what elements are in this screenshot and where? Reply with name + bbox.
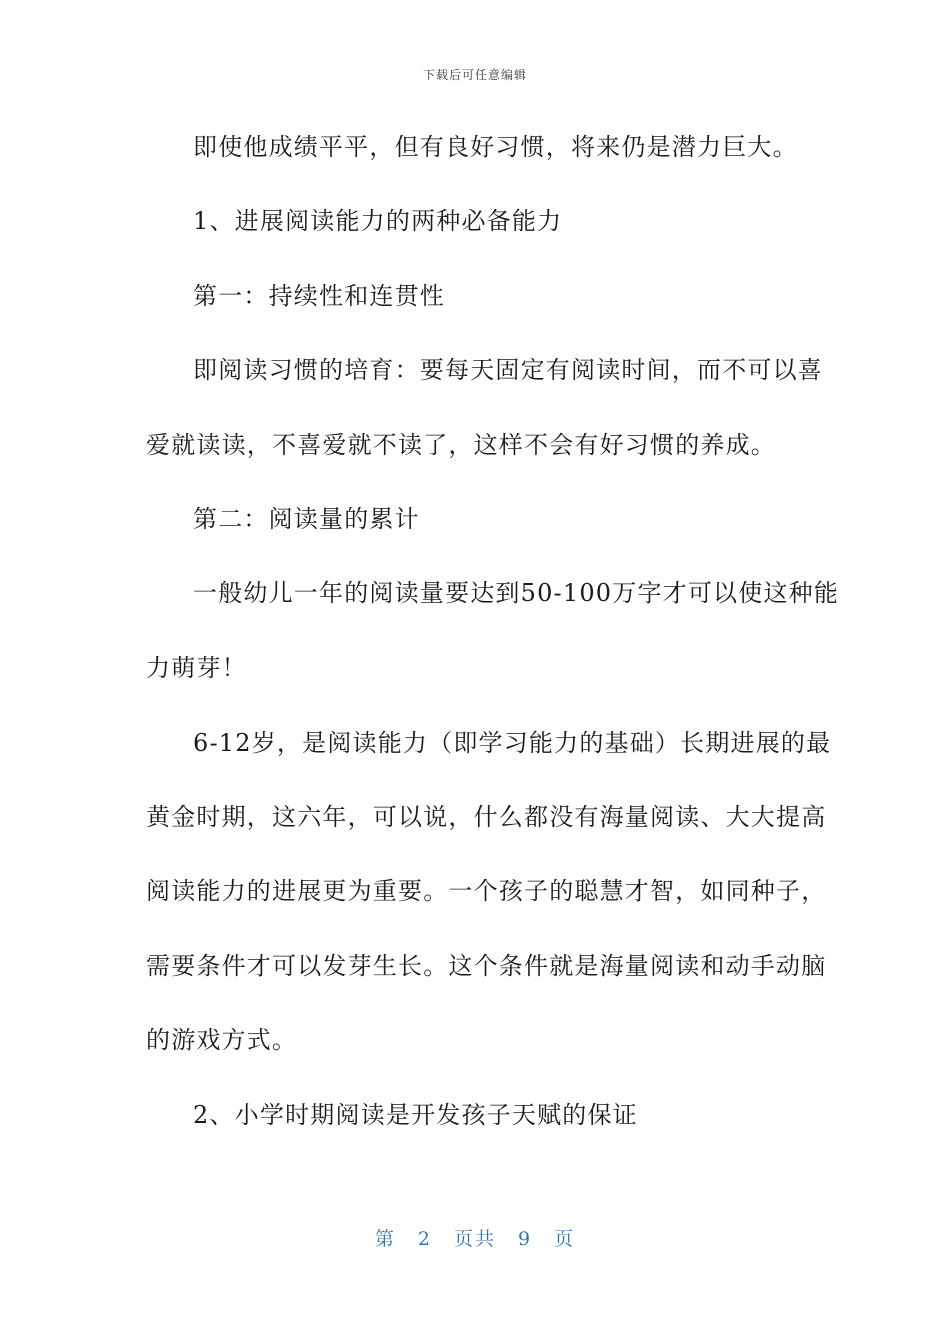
paragraph-line: 的游戏方式。 [146,1026,298,1054]
footer-page-number: 2 [417,1228,432,1250]
paragraph-line: 即阅读习惯的培育：要每天固定有阅读时间，而不可以喜 [193,356,823,384]
paragraph-line: 一般幼儿一年的阅读量要达到50-100万字才可以使这种能 [193,579,840,607]
paragraph-line: 阅读能力的进展更为重要。一个孩子的聪慧才智，如同种子， [146,877,827,905]
paragraph-line: 爱就读读，不喜爱就不读了，这样不会有好习惯的养成。 [146,431,776,459]
paragraph-line: 力萌芽！ [146,654,247,682]
section-heading: 1、进展阅读能力的两种必备能力 [193,207,563,235]
paragraph-line: 黄金时期，这六年，可以说，什么都没有海量阅读、大大提高 [146,803,827,831]
page-header-note: 下载后可任意编辑 [422,68,527,82]
footer-total-pages: 9 [518,1228,533,1250]
paragraph-line: 需要条件才可以发芽生长。这个条件就是海量阅读和动手动脑 [146,952,827,980]
paragraph-line: 即使他成绩平平，但有良好习惯，将来仍是潜力巨大。 [193,133,798,161]
paragraph-line: 6-12岁，是阅读能力（即学习能力的基础）长期进展的最 [193,729,832,757]
footer-middle: 页共 [453,1228,496,1250]
footer-prefix: 第 [374,1228,396,1250]
footer-suffix: 页 [554,1228,576,1250]
section-heading: 2、小学时期阅读是开发孩子天赋的保证 [193,1101,638,1129]
subheading: 第一：持续性和连贯性 [193,282,445,310]
page-footer [0,1224,950,1251]
subheading: 第二：阅读量的累计 [193,505,420,533]
